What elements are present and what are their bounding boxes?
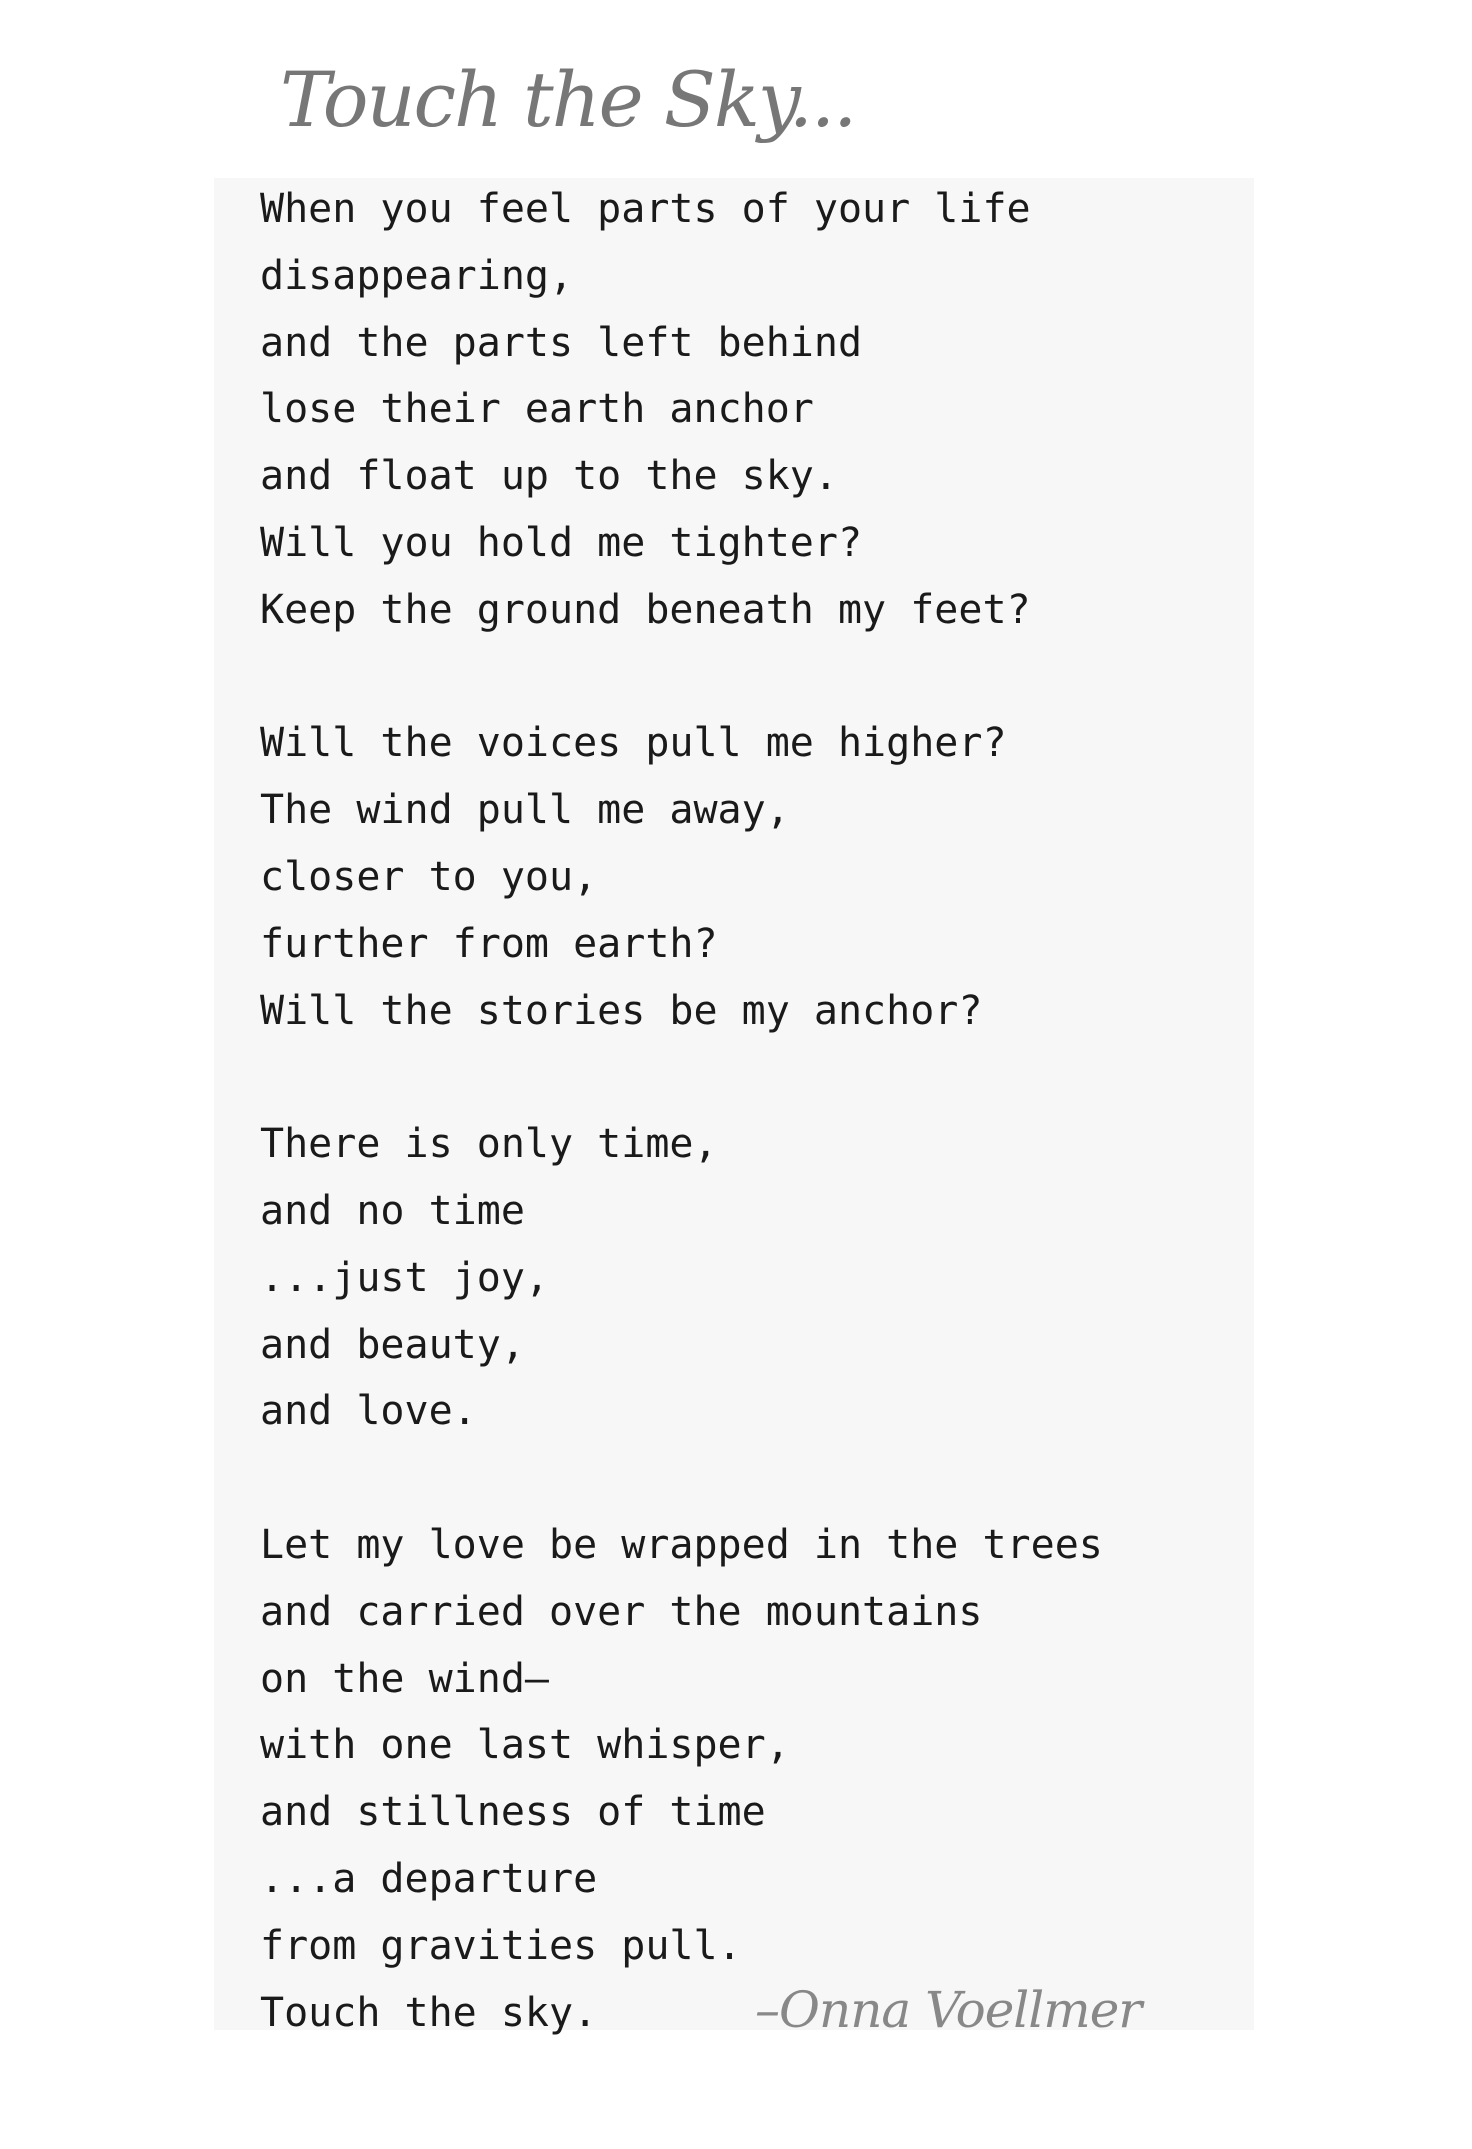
poem-line: closer to you,	[260, 853, 598, 900]
poem-line: and carried over the mountains	[260, 1588, 983, 1635]
poem-line: disappearing,	[260, 252, 574, 299]
stanza-break	[260, 1445, 1103, 1512]
poem-line: The wind pull me away,	[260, 787, 790, 834]
poem-title: Touch the Sky...	[280, 55, 856, 144]
poem-line: Keep the ground beneath my feet?	[260, 586, 1031, 633]
poem-line: ...a departure	[260, 1855, 598, 1902]
poem-line: Let my love be wrapped in the trees	[260, 1521, 1103, 1568]
poem-line: and the parts left behind	[260, 319, 863, 366]
poem-body	[260, 176, 1103, 2046]
poem-line: When you feel parts of your life	[260, 186, 1031, 232]
poem-line: and beauty,	[260, 1321, 525, 1368]
poem-line: from gravities pull.	[260, 1922, 742, 1969]
poem-line: Will you hold me tighter?	[260, 519, 863, 566]
poem-line: and love.	[260, 1388, 477, 1435]
poem-line: There is only time,	[260, 1121, 718, 1168]
author-signature: –Onna Voellmer	[755, 1981, 1142, 2039]
poem-line: further from earth?	[260, 920, 718, 967]
poem-line: Touch the sky.	[260, 1989, 598, 2036]
poem-line: ...just joy,	[260, 1254, 549, 1301]
poem-line: and stillness of time	[260, 1789, 766, 1836]
poem-line: Will the voices pull me higher?	[260, 720, 1007, 767]
poem-line: and no time	[260, 1187, 525, 1234]
poem-line: lose their earth anchor	[260, 386, 814, 433]
stanza-break	[260, 644, 1103, 711]
poem-line: on the wind—	[260, 1655, 549, 1702]
stanza-break	[260, 1044, 1103, 1111]
poem-line: with one last whisper,	[260, 1722, 790, 1769]
poem-line: and float up to the sky.	[260, 453, 838, 500]
poem-line: Will the stories be my anchor?	[260, 987, 983, 1034]
